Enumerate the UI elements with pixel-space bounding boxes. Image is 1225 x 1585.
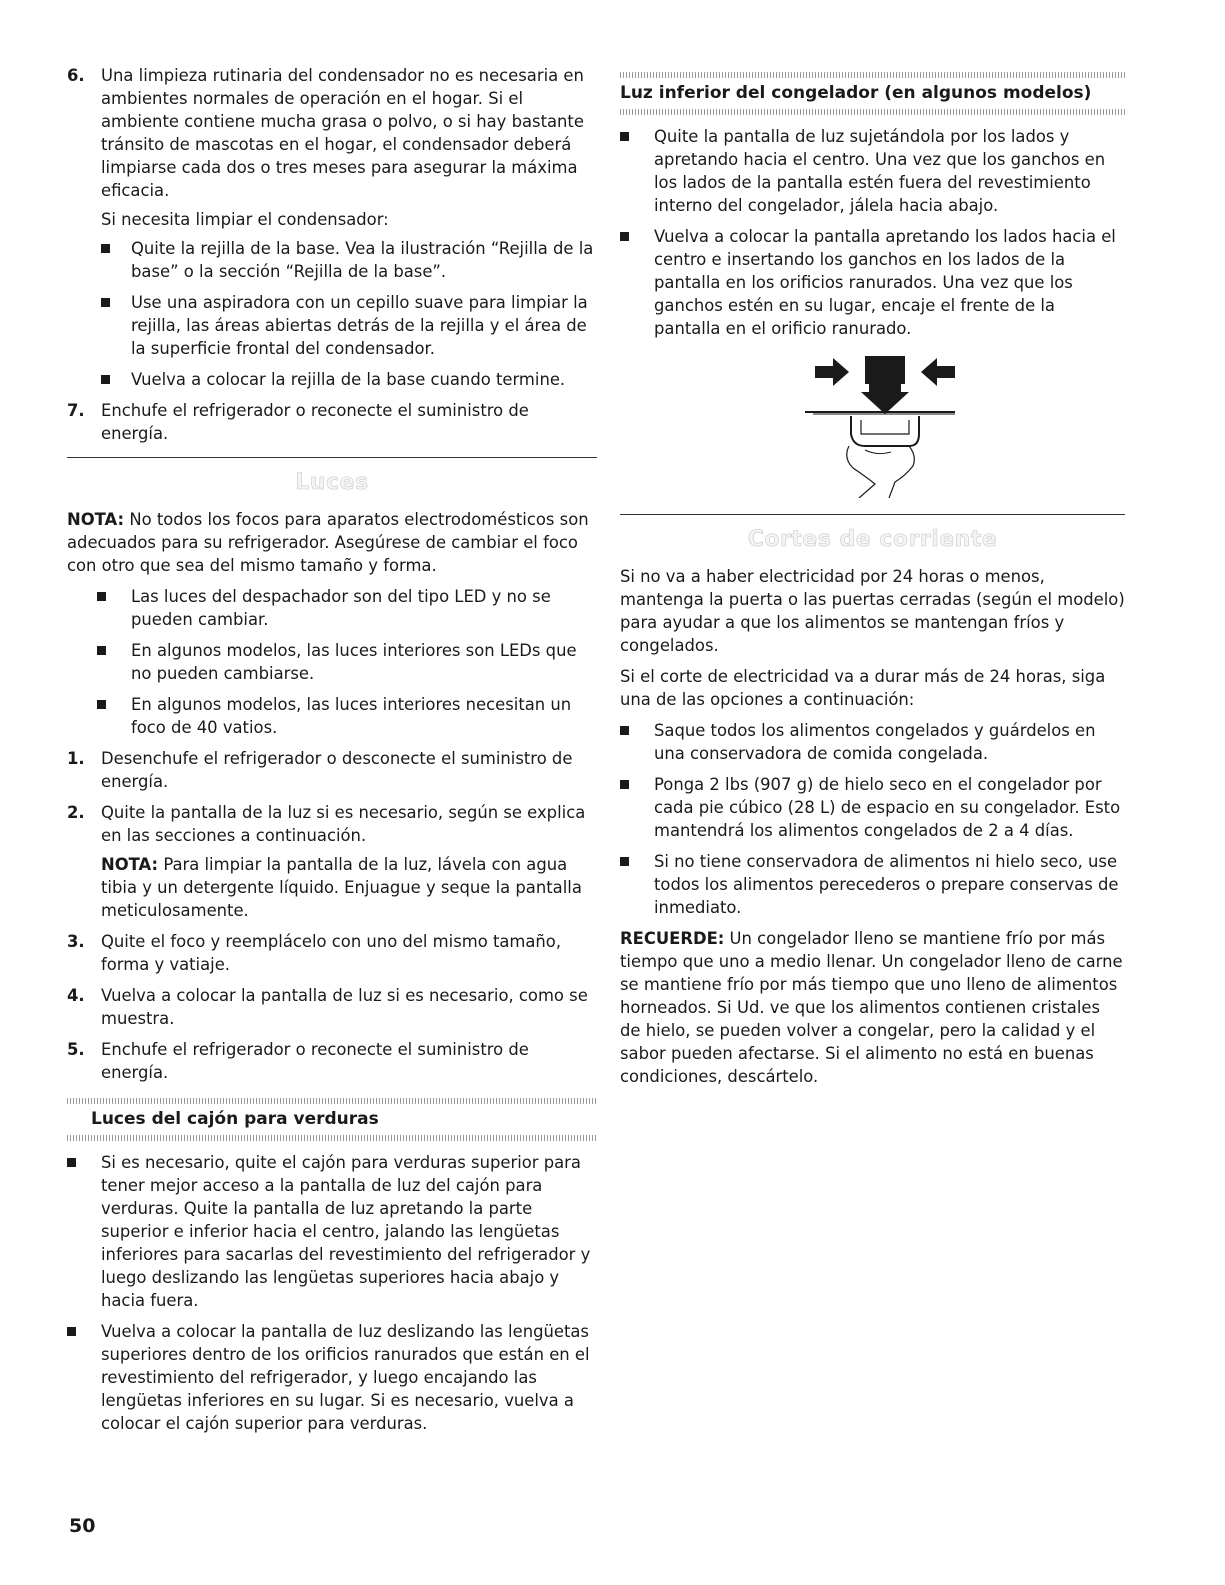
cortes-bullet-list (620, 719, 1125, 919)
bullet-square-icon (67, 1327, 76, 1336)
list-item: Si no tiene conservadora de alimentos ni hielo seco, use todos los alimentos perecederos o prepare conservas de inmediato. (620, 850, 1125, 919)
subheading-congelador (620, 72, 1125, 115)
step-6 (67, 64, 597, 391)
list-item: Saque todos los alimentos congelados y guárdelos en una conservadora de comida congelada. (620, 719, 1125, 765)
bullet-square-icon (620, 132, 629, 141)
step-text: Enchufe el refrigerador o reconecte el suministro de energía. (101, 1040, 529, 1082)
luces-step-2 (67, 801, 597, 922)
subheading-cajon (67, 1098, 597, 1141)
bullet-square-icon (97, 592, 106, 601)
luces-step-4 (67, 984, 597, 1030)
subheading-text: Luces del cajón para verduras (91, 1109, 379, 1129)
section-divider (620, 514, 1125, 515)
list-item: Quite la rejilla de la base. Vea la ilustración “Rejilla de la base” o la sección “Rejilla de la base”. (101, 237, 597, 283)
bullet-square-icon (620, 232, 629, 241)
luces-step-3 (67, 930, 597, 976)
section-title-cortes: Cortes de corriente (747, 527, 998, 552)
subheading-text: Luz inferior del congelador (en algunos modelos) (620, 83, 1092, 103)
step-note (101, 853, 597, 922)
step-number: 6. (67, 66, 85, 85)
reminder-text: Un congelador lleno se mantiene frío por más tiempo que uno a medio llenar. Un congelador lleno de carne se mantiene frío por más tiempo que uno lleno de alimentos horneados. Si Ud. ve que los alimentos contienen cristales de hielo, se pueden volver a congelar, pero la calidad y el sabor pueden afectarse. Si el alimento no está en buenas condiciones, descártelo. (620, 929, 1123, 1086)
list-item: En algunos modelos, las luces interiores son LEDs que no pueden cambiarse. (97, 639, 597, 685)
step-text: Quite la pantalla de la luz si es necesario, según se explica en las secciones a continuación. (101, 803, 586, 845)
step-number: 3. (67, 932, 85, 951)
bullet-square-icon (620, 780, 629, 789)
squeeze-arrows-icon (815, 356, 955, 414)
paragraph: Si no va a haber electricidad por 24 horas o menos, mantenga la puerta o las puertas cerradas (según el modelo) para ayudar a que los alimentos se mantengan fríos y congelados. (620, 567, 1125, 655)
cajon-bullet-list (67, 1151, 597, 1435)
note-label: NOTA: (67, 510, 125, 529)
section-title-luces: Luces (295, 470, 369, 495)
bullet-square-icon (101, 244, 110, 253)
paragraph: Si el corte de electricidad va a durar más de 24 horas, siga una de las opciones a continuación: (620, 667, 1106, 709)
list-item: Si es necesario, quite el cajón para verduras superior para tener mejor acceso a la pantalla de luz del cajón para verduras. Quite la pantalla de luz apretando la parte superior e inferior hacia el centro, jalando las lengüetas inferiores para sacarlas del revestimiento del refrigerador y luego deslizando las lengüetas superiores hacia abajo y hacia fuera. (67, 1151, 597, 1312)
note-label: NOTA: (101, 855, 159, 874)
step-number: 4. (67, 986, 85, 1005)
list-item: Las luces del despachador son del tipo LED y no se pueden cambiar. (97, 585, 597, 631)
hatch-rule (620, 109, 1125, 115)
step-text: Vuelva a colocar la pantalla de luz si es necesario, como se muestra. (101, 986, 588, 1028)
luces-step-1 (67, 747, 597, 793)
note-text: No todos los focos para aparatos electrodomésticos son adecuados para su refrigerador. Asegúrese de cambiar el foco con otro que sea del mismo tamaño y forma. (67, 510, 589, 575)
step-text: Quite el foco y reemplácelo con uno del mismo tamaño, forma y vatiaje. (101, 932, 562, 974)
light-shield-removal-illustration (805, 348, 965, 498)
bullet-square-icon (97, 646, 106, 655)
list-item: Ponga 2 lbs (907 g) de hielo seco en el congelador por cada pie cúbico (28 L) de espacio en su congelador. Esto mantendrá los alimentos congelados de 2 a 4 días. (620, 773, 1125, 842)
note-paragraph (67, 508, 597, 577)
step-text: Desenchufe el refrigerador o desconecte el suministro de energía. (101, 749, 573, 791)
reminder-paragraph (620, 927, 1125, 1088)
step-number: 5. (67, 1040, 85, 1059)
step-text: Enchufe el refrigerador o reconecte el suministro de energía. (101, 401, 529, 443)
step-number: 1. (67, 749, 85, 768)
step-subtext: Si necesita limpiar el condensador: (101, 210, 389, 229)
hatch-rule (67, 1135, 597, 1141)
list-item: Vuelva a colocar la pantalla apretando los lados hacia el centro e insertando los ganchos en los lados de la pantalla en los orificios ranurados. Una vez que los ganchos estén en su lugar, encaje el frente de la pantalla en el orificio ranurado. (620, 225, 1125, 340)
page-number: 50 (69, 1515, 96, 1537)
right-column (620, 64, 1125, 1096)
bullet-square-icon (620, 726, 629, 735)
bullet-square-icon (97, 700, 106, 709)
condenser-bullet-list (101, 237, 597, 391)
bullet-square-icon (67, 1158, 76, 1167)
congelador-bullet-list (620, 125, 1125, 340)
bullet-square-icon (101, 298, 110, 307)
list-item: Vuelva a colocar la rejilla de la base cuando termine. (101, 368, 597, 391)
note-text: Para limpiar la pantalla de la luz, lávela con agua tibia y un detergente líquido. Enjuague y seque la pantalla meticulosamente. (101, 855, 582, 920)
hand-icon (847, 446, 915, 498)
bullet-square-icon (101, 375, 110, 384)
list-item: Use una aspiradora con un cepillo suave para limpiar la rejilla, las áreas abiertas detrás de la rejilla y el área de la superficie frontal del condensador. (101, 291, 597, 360)
step-number: 7. (67, 401, 85, 420)
step-number: 2. (67, 803, 85, 822)
section-divider (67, 457, 597, 458)
list-item: Vuelva a colocar la pantalla de luz deslizando las lengüetas superiores dentro de los orificios ranurados que están en el revestimiento del refrigerador, y luego encajando las lengüetas inferiores en su lugar. Si es necesario, vuelva a colocar el cajón superior para verduras. (67, 1320, 597, 1435)
luces-step-5 (67, 1038, 597, 1084)
step-text: Una limpieza rutinaria del condensador no es necesaria en ambientes normales de operación en el hogar. Si el ambiente contiene mucha grasa o polvo, o si hay bastante tránsito de mascotas en el hogar, el condensador deberá limpiarse cada dos o tres meses para asegurar la máxima eficacia. (101, 66, 584, 200)
list-item: En algunos modelos, las luces interiores necesitan un foco de 40 vatios. (97, 693, 597, 739)
list-item: Quite la pantalla de luz sujetándola por los lados y apretando hacia el centro. Una vez que los ganchos en los lados de la pantalla estén fuera del revestimiento interno del congelador, jálela hacia abajo. (620, 125, 1125, 217)
bullet-square-icon (620, 857, 629, 866)
reminder-label: RECUERDE: (620, 929, 725, 948)
luces-bullet-list (97, 585, 597, 739)
step-7 (67, 399, 597, 445)
left-column (67, 64, 597, 1443)
